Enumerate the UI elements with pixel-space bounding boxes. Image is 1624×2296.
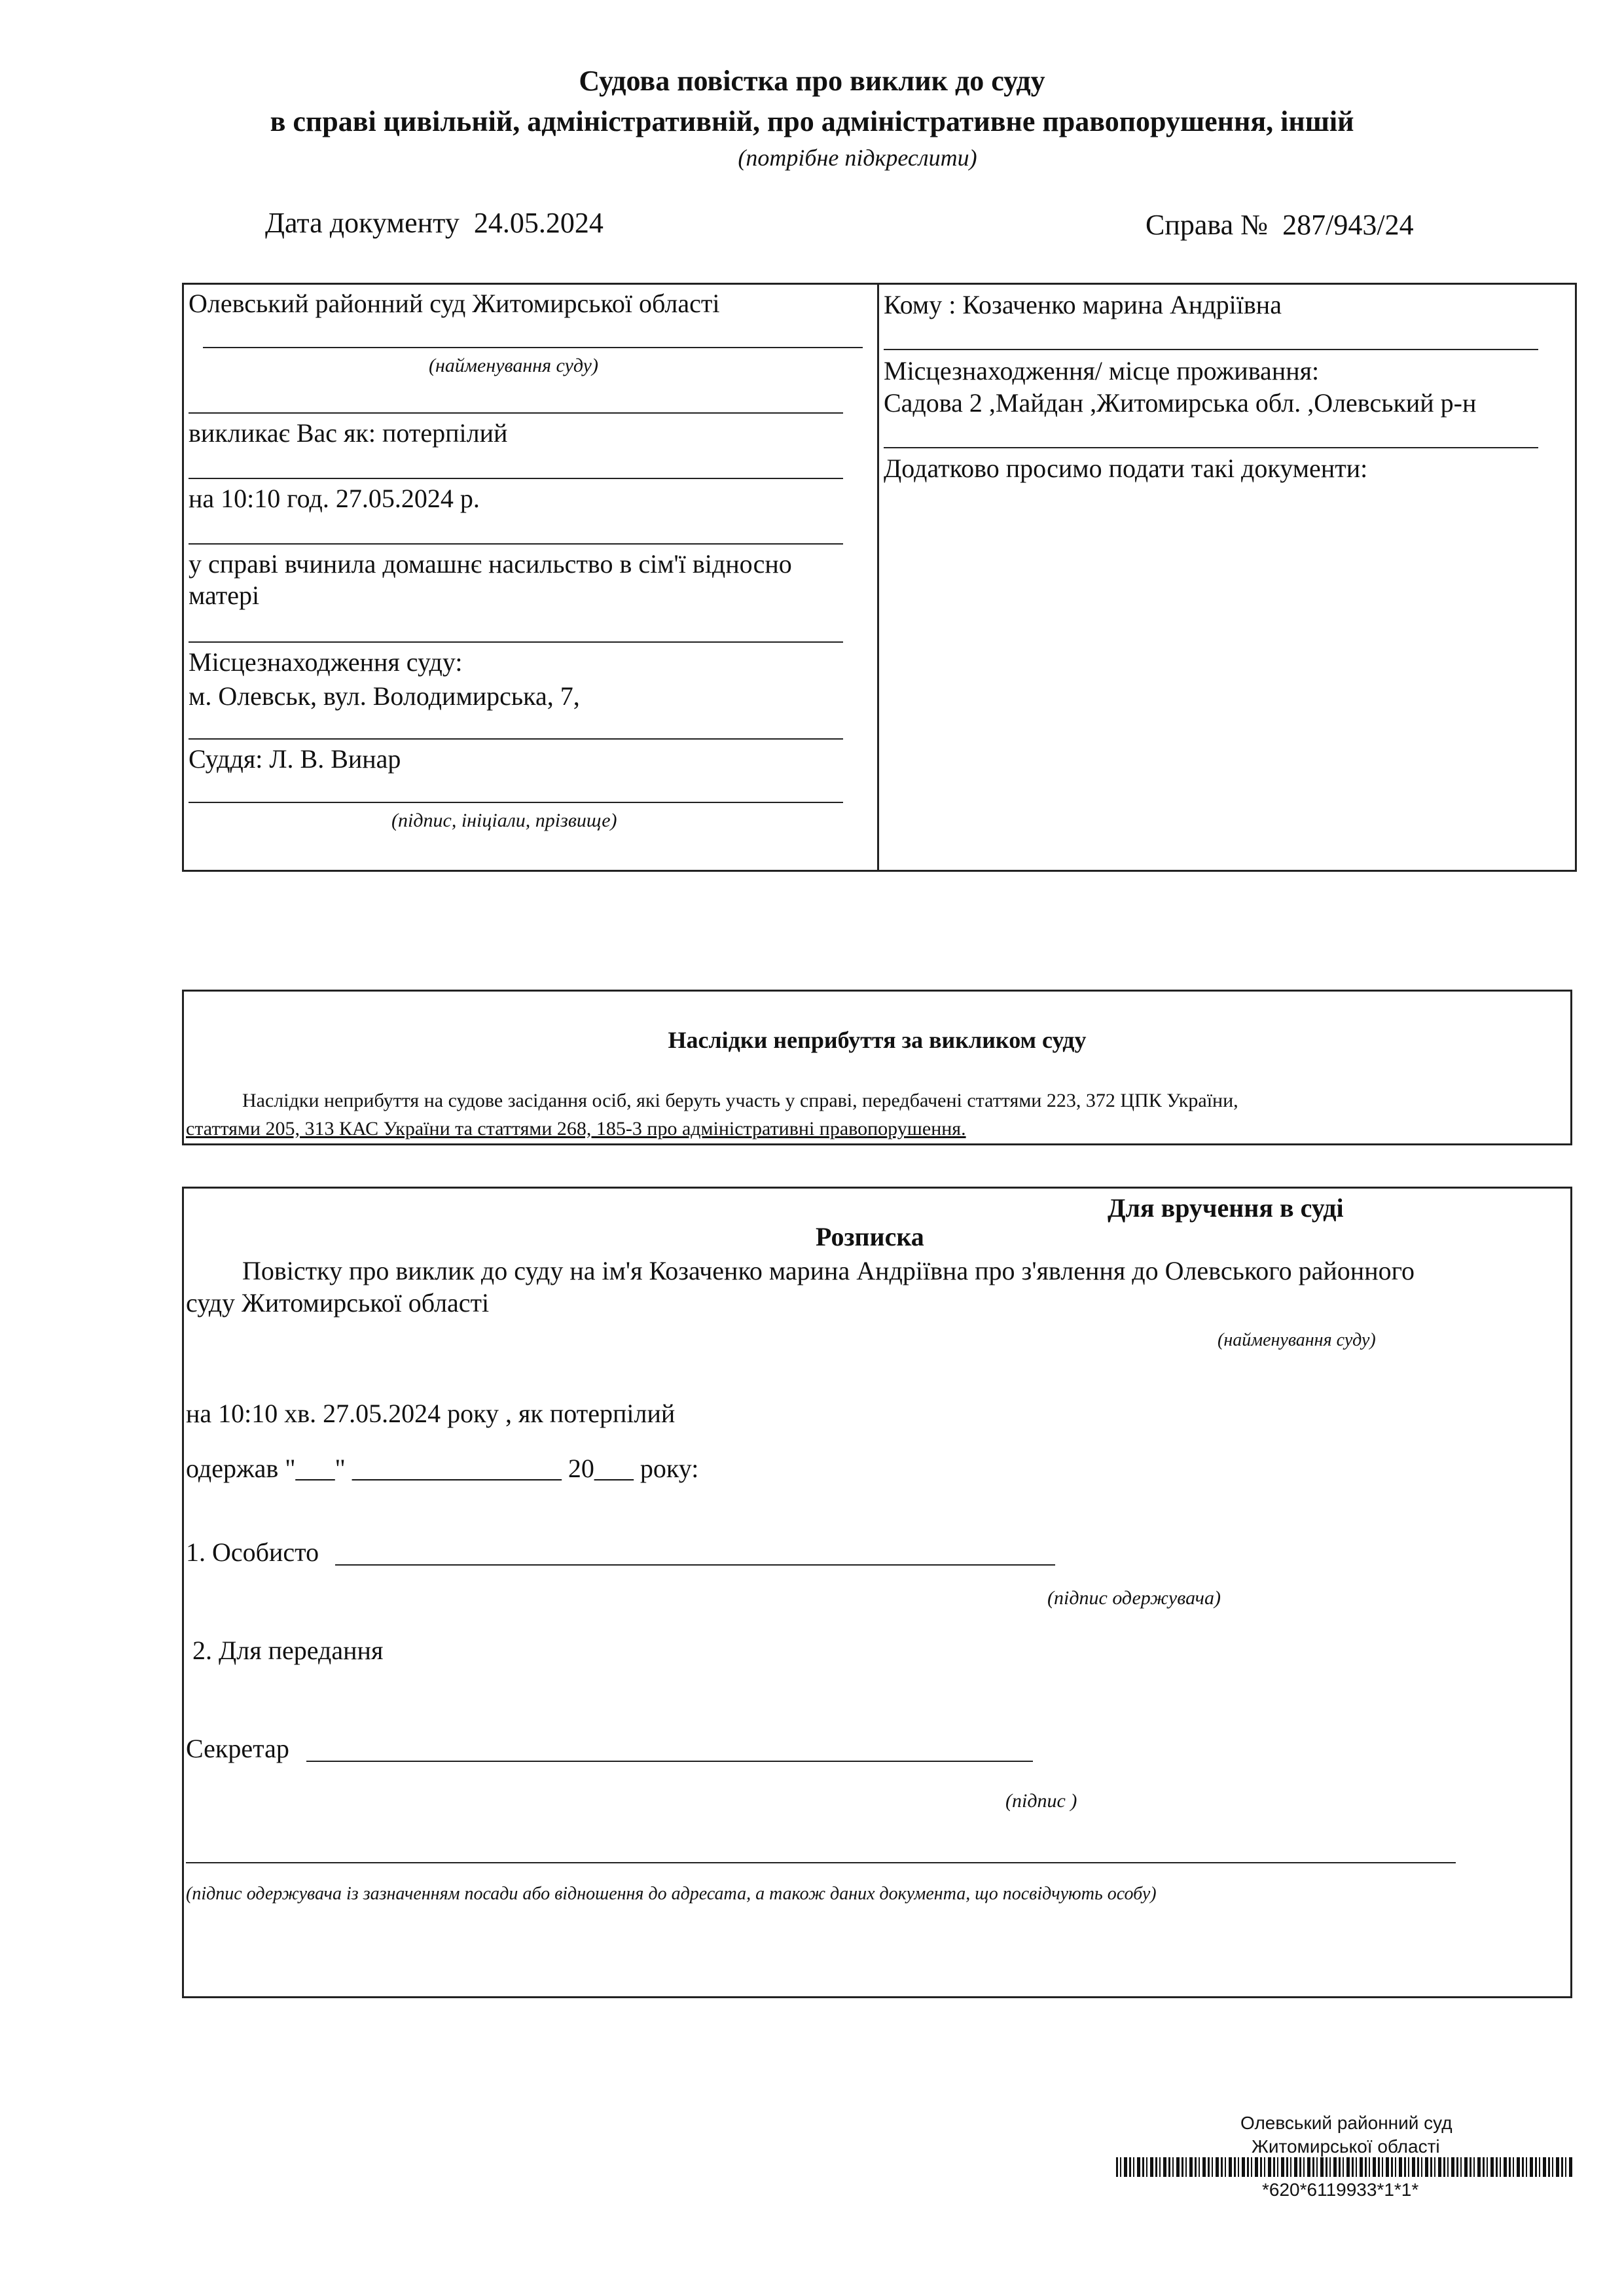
receipt-received-date: одержав "___" ________________ 20___ року:	[186, 1454, 699, 1483]
secretary-signature-caption: (підпис )	[1005, 1790, 1077, 1812]
recipient-signature-line	[186, 1862, 1456, 1863]
receipt-hearing-time: на 10:10 хв. 27.05.2024 року , як потерпілий	[186, 1399, 676, 1428]
personal-signature-caption: (підпис одержувача)	[1047, 1587, 1221, 1609]
for-court-label: Для вручення в суді	[1108, 1193, 1344, 1223]
barcode	[1116, 2157, 1574, 2177]
personal-signature-line	[335, 1564, 1055, 1566]
consequences-title: Наслідки неприбуття за викликом суду	[668, 1027, 1087, 1053]
receipt-text-line2: суду Житомирської області	[186, 1288, 490, 1318]
case-value: 287/943/24	[1282, 209, 1414, 241]
separator-line	[884, 349, 1538, 350]
court-name-caption: (найменування суду)	[429, 355, 598, 376]
secretary-signature-line	[306, 1761, 1033, 1762]
recipient-name: Кому : Козаченко марина Андріївна	[884, 290, 1282, 319]
underline-note: (потрібне підкреслити)	[738, 145, 977, 171]
court-name-line	[203, 347, 863, 348]
residence-label: Місцезнаходження/ місце проживання:	[884, 356, 1320, 386]
date-label: Дата документу	[265, 207, 460, 239]
court-location-value: м. Олевськ, вул. Володимирська, 7,	[189, 681, 580, 711]
judge-name: Суддя: Л. В. Винар	[189, 744, 401, 774]
case-matter-line2: матері	[189, 581, 260, 610]
stamp-court-name: Олевський районний суд	[1240, 2113, 1453, 2133]
document-date	[265, 206, 604, 240]
transfer-label: 2. Для передання	[192, 1636, 384, 1665]
secretary-label: Секретар	[186, 1734, 289, 1763]
separator-line	[189, 478, 843, 479]
column-divider	[877, 283, 879, 872]
date-value: 24.05.2024	[473, 207, 604, 239]
separator-line	[189, 738, 843, 740]
summons-role: викликає Вас як: потерпілий	[189, 418, 508, 448]
personal-delivery-label: 1. Особисто	[186, 1537, 319, 1567]
document-subtitle: в справі цивільній, адміністративній, про адміністративне правопорушення, іншій	[270, 105, 1354, 137]
judge-signature-caption: (підпис, ініціали, прізвище)	[391, 810, 617, 831]
barcode-number: *620*6119933*1*1*	[1262, 2179, 1419, 2200]
documents-request: Додатково просимо подати такі документи:	[884, 454, 1368, 483]
separator-line	[884, 447, 1538, 448]
receipt-title: Розписка	[816, 1222, 924, 1251]
court-name: Олевський районний суд Житомирської області	[189, 289, 720, 318]
hearing-time: на 10:10 год. 27.05.2024 р.	[189, 484, 480, 513]
residence-value: Садова 2 ,Майдан ,Житомирська обл. ,Олевський р-н	[884, 388, 1477, 418]
case-matter-line1: у справі вчинила домашнє насильство в сім'ї відносно	[189, 549, 792, 579]
separator-line	[189, 543, 843, 545]
stamp-court-region: Житомирської області	[1252, 2136, 1440, 2157]
recipient-signature-caption: (підпис одержувача із зазначенням посади або відношення до адресата, а також даних документа, що посвідчують особу)	[186, 1884, 1157, 1904]
receipt-text-line1: Повістку про виклик до суду на ім'я Козаченко марина Андріївна про з'явлення до Олевського районного	[242, 1256, 1415, 1285]
case-number	[1146, 208, 1414, 242]
separator-line	[189, 412, 843, 414]
judge-signature-line	[189, 802, 843, 803]
receipt-court-caption: (найменування суду)	[1218, 1330, 1376, 1350]
case-label: Справа №	[1146, 209, 1269, 241]
consequences-text-line2: статтями 205, 313 КАС України та статтями 268, 185-3 про адміністративні правопорушення.	[186, 1118, 966, 1139]
separator-line	[189, 641, 843, 643]
court-location-label: Місцезнаходження суду:	[189, 647, 463, 677]
document-title: Судова повістка про виклик до суду	[579, 65, 1045, 97]
consequences-text-line1: Наслідки неприбуття на судове засідання осіб, які беруть участь у справі, передбачені статтями 223, 372 ЦПК України,	[242, 1090, 1238, 1111]
